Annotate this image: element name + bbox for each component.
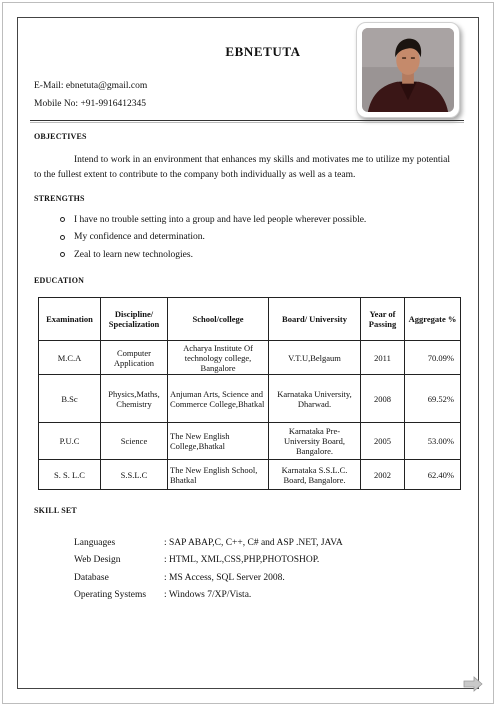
table-cell: The New English College,Bhatkal bbox=[168, 423, 269, 460]
table-cell: 2005 bbox=[361, 423, 405, 460]
skill-value: : Windows 7/XP/Vista. bbox=[164, 590, 252, 601]
profile-photo bbox=[356, 22, 460, 118]
column-header: School/college bbox=[168, 298, 269, 341]
table-cell: Karnataka Pre-University Board, Bangalore. bbox=[269, 423, 361, 460]
table-cell: 2002 bbox=[361, 460, 405, 490]
next-arrow-icon[interactable] bbox=[463, 676, 483, 692]
skillset-heading: SKILL SET bbox=[34, 506, 77, 515]
table-row bbox=[39, 375, 461, 423]
skill-row bbox=[74, 552, 343, 570]
education-table bbox=[38, 297, 461, 490]
skill-row bbox=[74, 569, 343, 587]
skill-row bbox=[74, 534, 343, 552]
skill-label: Operating Systems bbox=[74, 590, 147, 601]
table-cell: Science bbox=[101, 423, 168, 460]
table-row bbox=[39, 460, 461, 490]
table-cell: Computer Application bbox=[101, 341, 168, 375]
column-header: Aggregate % bbox=[405, 298, 461, 341]
table-row bbox=[39, 423, 461, 460]
table-cell: Physics,Maths, Chemistry bbox=[101, 375, 168, 423]
column-header: Examination bbox=[39, 298, 101, 341]
table-header-row bbox=[39, 298, 461, 341]
table-cell: The New English School, Bhatkal bbox=[168, 460, 269, 490]
table-cell: M.C.A bbox=[39, 341, 101, 375]
mobile-line: Mobile No: +91-9916412345 bbox=[34, 99, 146, 109]
table-cell: Karnataka University, Dharwad. bbox=[269, 375, 361, 423]
list-item: I have no trouble setting into a group and have led people wherever possible. bbox=[60, 211, 366, 229]
circle-bullet-icon bbox=[60, 217, 65, 222]
table-cell: B.Sc bbox=[39, 375, 101, 423]
objectives-heading: OBJECTIVES bbox=[34, 132, 87, 141]
table-cell: Anjuman Arts, Science and Commerce College,Bhatkal bbox=[168, 375, 269, 423]
circle-bullet-icon bbox=[60, 252, 65, 257]
table-cell: 62.40% bbox=[405, 460, 461, 490]
objective-text: Intend to work in an environment that enhances my skills and motivates me to utilize my potential to the fullest extent to contribute to the company both individually as well as a team. bbox=[34, 155, 450, 180]
education-heading: EDUCATION bbox=[34, 276, 85, 285]
header-divider bbox=[30, 120, 464, 121]
table-cell: 53.00% bbox=[405, 423, 461, 460]
skill-row bbox=[74, 587, 343, 605]
list-item: Zeal to learn new technologies. bbox=[60, 246, 366, 264]
skills-list bbox=[74, 534, 343, 604]
circle-bullet-icon bbox=[60, 235, 65, 240]
table-cell: 2011 bbox=[361, 341, 405, 375]
strengths-list bbox=[60, 211, 366, 264]
skill-label: Database bbox=[74, 572, 109, 583]
table-row bbox=[39, 341, 461, 375]
table-cell: V.T.U,Belgaum bbox=[269, 341, 361, 375]
header-divider-shadow bbox=[30, 122, 464, 123]
column-header: Year of Passing bbox=[361, 298, 405, 341]
email-line: E-Mail: ebnetuta@gmail.com bbox=[34, 81, 148, 91]
table-cell: S. S. L.C bbox=[39, 460, 101, 490]
strengths-heading: STRENGTHS bbox=[34, 194, 85, 203]
skill-label: Languages bbox=[74, 537, 116, 548]
list-item: My confidence and determination. bbox=[60, 229, 366, 247]
skill-value: : SAP ABAP,C, C++, C# and ASP .NET, JAVA bbox=[164, 537, 343, 548]
skill-value: : MS Access, SQL Server 2008. bbox=[164, 572, 285, 583]
column-header: Board/ University bbox=[269, 298, 361, 341]
skill-label: Web Design bbox=[74, 555, 121, 566]
skill-value: : HTML, XML,CSS,PHP,PHOTOSHOP. bbox=[164, 555, 320, 566]
table-cell: 70.09% bbox=[405, 341, 461, 375]
table-cell: Acharya Institute Of technology college, Bangalore bbox=[168, 341, 269, 375]
person-photo-icon bbox=[362, 28, 454, 112]
candidate-name: EBNETUTA bbox=[225, 44, 301, 59]
table-cell: Karnataka S.S.L.C. Board, Bangalore. bbox=[269, 460, 361, 490]
table-cell: 2008 bbox=[361, 375, 405, 423]
table-cell: S.S.L.C bbox=[101, 460, 168, 490]
column-header: Discipline/ Specialization bbox=[101, 298, 168, 341]
table-cell: P.U.C bbox=[39, 423, 101, 460]
table-cell: 69.52% bbox=[405, 375, 461, 423]
